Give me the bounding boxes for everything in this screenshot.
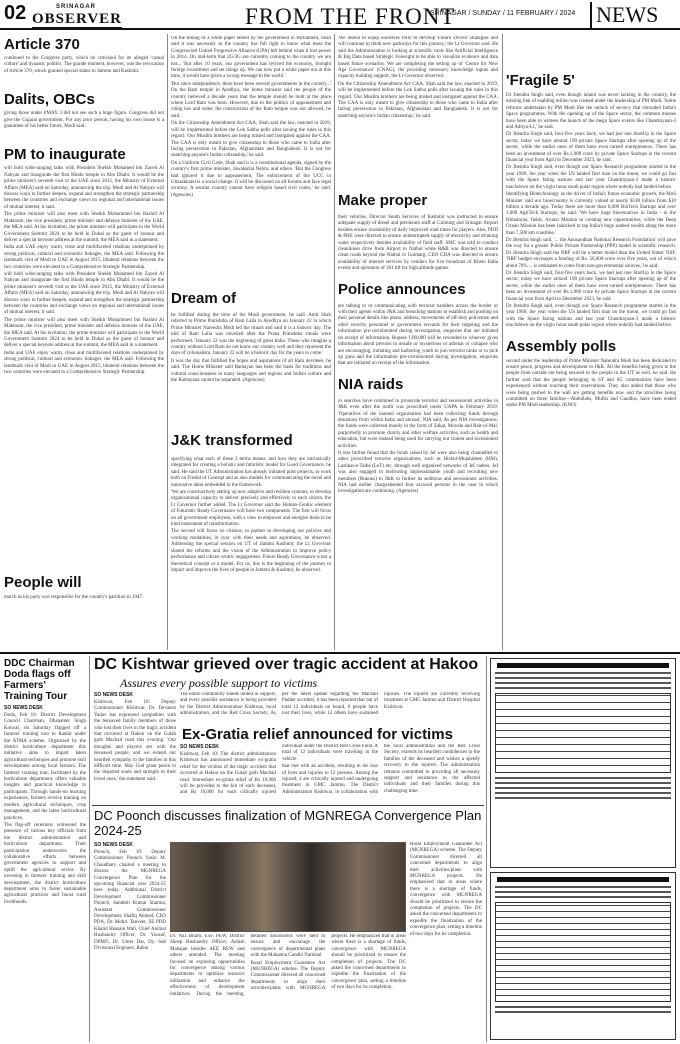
subheadline-kishtwar: Assures every possible support to victims <box>120 676 318 690</box>
article-text: Dr Jitendra Singh said, even though our Space Research programme started in the year 1969, the year when the US landed first man on the moon, we could go fast with the Space faring nations and last year Chandrayaan-3 made a historic touchdown on the virgin lunar south polar region where nobody had landed before. <box>506 304 676 329</box>
article-text: Rural Employment Guarantee Act (MGNREGA) scheme. The Deputy Commissioner directed all concerned departments to align their activities/plans with MGNREGA projects. He emphasized that in areas where there is a shortage of funds, convergence with MGNREGA should be prioritized to ensure the completion of projects. The DC asked the concerned departments to expedite the finalization of the convergence plan, setting a timeline of two days for its completion. <box>410 842 482 937</box>
brand-name: OBSERVER <box>32 11 122 30</box>
dream-of-block <box>171 290 331 430</box>
column-2 <box>171 36 331 284</box>
article-text: 'We intend to equip ourselves fully to develop 'Future Driven' strategies and will continue to think new pathways for this journey,' the Lt Governor said. He said the Administration is looking at scientific tools like Artificial Intelligence & Big Data based Strategic Foresight to be able to visualize evidence and data based future scenarios. We are completing the setting up of 'Centre for New Age Governance' (CNAG), the providing necessary knowledge inputs and capacity building support, the Lt Governor observed. <box>338 36 498 80</box>
article-text: are talking to or communicating with terrorist handlers across the border or with their agents within J&K and breaching stations to establish and pushing on their personal details like photo, address, movements of off-duty policemen and other security personnel or government servants for their targeting and the information pre-corroborated during investigation, enquiries that are initiated on receipt of information. Rupees 1,00,000 will be rewarded to whoever gives information about persons in unsafe or mysterious or adrenal or collapse who are encouraging, initiating and harboring youth to join terrorist ranks or to pick up guns and the information pre-corroborated during investigation, enquiries that are initiated on receipt of the information. <box>338 303 498 367</box>
poonch-col-2 <box>170 934 406 1040</box>
section-title: FROM THE FRONT <box>245 4 456 29</box>
headline-fragile-5: 'Fragile 5' <box>506 72 575 89</box>
page-number: 02 <box>4 2 27 24</box>
ex-gratia-article <box>180 744 480 802</box>
byline: SO NEWS DESK <box>94 842 133 848</box>
headline-dc-kishtwar: DC Kishtwar grieved over tragic accident at Hakoo <box>94 656 479 673</box>
article-text: continued to the Congress party, which he criticised for its alleged 'casual culture' and dynastic politics. The grande moment, however, was the revocation of Article 370, which granted special status to Jammu and Kashmir. <box>4 56 164 74</box>
poonch-col-3 <box>410 842 482 1040</box>
article-text: will hold wide-ranging talks with President Sheikh Mohamed bin Zayed Al Nahyan and inaugurate the first Hindu temple in Abu Dhabi. It would be the prime minister's seventh visit to the UAE since 2015, the Ministry of External Affairs (MEA) said on Saturday, announcing the trip. Modi and Al Nahyan will discuss ways to further deepen, expand and strengthen the strategic partnership between the countries and exchange views on regional and international issues of mutual interest, it said. <box>4 271 164 316</box>
people-will-block <box>4 574 164 650</box>
article-text: Dr Jitendra Singh said, even though our Space Research programme started in the year 1969, the year when the US landed first man on the moon, we could go fast with the Space faring nations and last year Chandrayaan-3 made a historic touchdown on the virgin lunar south polar region where nobody had landed before. <box>506 165 676 190</box>
article-text: be fulfilled during the time of the Modi government, he said. Amit Shah referred to Prime Pratishtha of Ram Lalla in Ayodhya on January 22 in which Prime Minister Narendra Modi led the rituals and said it is a historic day. The idol of Ram Lalla was unveiled after the Prana Pratishtha rituals were performed. 'January 22 was the beginning of great India. Those who imagine a country without Lord Ram do not know our country well and they represent the days of colonialism. January 22 will be a historic day for the years to come.' <box>171 313 331 357</box>
urdu-advertisement <box>490 658 676 868</box>
divider <box>502 34 503 650</box>
ddc-article <box>4 658 86 1042</box>
article-text: their vehicles. Director South Services of Kashmir was instructed to ensure adequate supply of diesel and petroleum stuff at Gulmarg and Srinagar Airport besides ensure availability of daily improved road times for players. Also, PDD & PHE were directed to ensure uninterrupted supply of electricity and drinking water respectively besides availability of field staff. SMC was told to conduct cleanliness drive from Airport to Nathul while R&B was directed to ensure clean roads beyond the Nathul to Gulmarg. CEO GDA was directed to ensure availability of internet services by vendors for live broadcast of Khelo India events and operation of 181 lift for high altitude games. <box>338 215 498 272</box>
urdu-advertisement <box>490 872 676 1040</box>
article-text: On the timing of a white paper tabled by the government in Parliament, Shah said it was necessary as the country has full right to know what mess the Congress-led United Progressive Alliance (UPA) left behind when it lost power in 2014. On mid-term that 2G/3G are currently coming to the country we are not... 'But after 10 years, our government has revived the economy, brought foreign investment and set things up. We can now put a white paper out at this time, it would have given a wrong message to the world.' <box>171 36 331 80</box>
headline-ex-gratia: Ex-Gratia relief announced for victims <box>182 726 453 743</box>
article-text: in searches have continued to prosecute terrorist and secessionist activities in J&K even after the outfit was proscribed under UAPA in February 2019. 'Operatives of the banned organisation had been collecting funds through donations from within India and abroad,' NIA said. As per NIA investigations, the funds were collected mainly in the form of Zakat, Mowda and Bait-ul-Mal, purportedly to promote charity and other welfare activities, such as health and education, but were instead being used for carrying out violent and secessionist activities. <box>338 398 498 449</box>
headline-assembly-polls: Assembly polls <box>506 337 617 355</box>
article-text: Dr Jitendra Singh said, even though inland was never lacking in the country, the missing link of enabling milieu was created under the leadership of PM Modi. 'Some reforms undertaken by PM Modi like the unlock of secrecy that shrouded India's Space programmes. With the opening up of the Space sector, the common masses have been able to witness the launch of the mega Space events like Chandrayaan-3 and Aditya-L1,' he said. <box>506 93 676 131</box>
kishtwar-col-1 <box>94 692 176 802</box>
article-text: On a Uniform Civil Code, Shah said it is a constitutional agenda, signed by the country's first prime minister, Jawaharlal Nehru, and others. 'But the Congress had ignored it due to appeasement. The enforcement of the UCC in Uttarakhand is a social change. It will be discussed on all forums and face legal scrutiny. A secular country cannot have religion based civil codes,' he said. (Agencies) <box>171 160 331 198</box>
article-text: Doda, Feb 10: District Development Council Chairman, Dhananter Singh Kotwal, on Saturday flagged off a farmers' training tour to Ranbir under the ATMA scheme. Organized by the district horticulture department this initiative aims to impart latest agricultural techniques and promote skill development among local farmers. The farmers' training tour, facilitated by the horticulture department, offers valuable insights and practical knowledge to participants. Through hands-on learning experiences, farmers receive training on modern agricultural techniques, crop management, and the latest horticultural practices. <box>4 713 86 821</box>
divider <box>167 34 168 650</box>
meeting-photo <box>170 842 406 932</box>
divider <box>486 656 487 1042</box>
column-3-upper <box>338 36 498 186</box>
poonch-col-1 <box>94 842 166 1040</box>
article-text: 'We are constructively setting up new adaptive and resilient systems, to develop organizational capacity to deliver precisely and effectively to each citizen, the Lt Governor further added. The Lt Governor said the Human-Centric element of Futuristic Ready Governance will have two components. The first will focus on all government employees, with a view to empower and energise them to be kind instrument of transformation. <box>171 490 331 528</box>
article-text: It was further found that the funds raised by JeI were also being channelled to other proscribed terrorist organizations, such as Hizbul-Mujahideen (HM), Lashkar-e-Taiba (LeT) etc, through well organized networks of JeI cadres. JeI was also engaged in motivating impressionable youth and recruiting new members (Rukuns) in J&K to further its seditious and secessionist activities. NIA had earlier chargesheeted four accused persons in the case in which investigation are continuing. (Agencies) <box>338 450 498 495</box>
article-text: The second will focus on citizens, to partner in developing our policies and working modalities, in sync with their needs and aspirations, he observed. Addressing the special session on UT of Jammu Kashmir, the Lt Governor shared the reforms and the vision of the Administration to improve policy performance and citizen centric engagement. Future Ready Governance is not a theoretical concept or a model. For us, this is the beginning of the journey to impact and improve the lives of people in Jammu & Kashmir, he observed. <box>171 529 331 573</box>
article-text: India and UAE enjoy warm, close and multifaceted relations underpinned by strong political, cultural and economic linkages, the MEA said. Following the landmark visit of Modi to UAE in August 2015, bilateral relations between the two countries were elevated to a Comprehensive Strategic Partnership. <box>4 350 164 376</box>
article-text: second under the leadership of Prime Minister Narendra Modi has been dedicated to ensure peace, progress and development in J&K. All the benefits being given to the people from outside are being ensured to the people in the UT as well, he said. He further said that the people belonging to ST and SC communities have been experienced without touching their reservations. They also added that those who were being pushed to the wall are getting benefits now and the atrocities being committed on three families—Abdullahs, Muftis and Gandhis, have been ended under PM Modi leadership. (KNO) <box>506 358 676 409</box>
ad-table <box>495 902 671 1002</box>
ad-table <box>495 693 671 773</box>
article-text: will hold wide-ranging talks with President Sheikh Mohamed bin Zayed Al Nahyan and inaugurate the first Hindu temple in Abu Dhabi. It would be the prime minister's seventh visit to the UAE since 2015, the Ministry of External Affairs (MEA) said on Saturday, announcing the trip. Modi and Al Nahyan will discuss ways to further deepen, expand and strengthen the strategic partnership between the countries and exchange views on regional and international issues of mutual interest, it said. <box>4 166 164 210</box>
article-text: On the Citizenship Amendment Act CAA, Shah said the law, enacted in 2019, will be implemented before the Lok Sabha polls after issuing the rules in this regard. 'Our Muslim brothers are being misled and instigated against the CAA. The CAA is only meant to give citizenship to those who came to India after facing persecution in Pakistan, Afghanistan and Bangladesh. It is not for snatching anyone's Indian citizenship,' he said. <box>338 81 498 119</box>
article-text: The entire community stands united in support, and every possible assistance is being provided by the District Administration Kishtwar, local administration, and the Red Cross Society. As per the latest update regarding the Machail Padder accident, it has been reported that out of total 12 individuals on board, 6 people have lost their lives, while 12 others have sustained injuries. The injured are currently receiving treatment at GMC Jammu and District Hospital Kishtwar. <box>180 692 480 717</box>
article-text: Dr Jitendra Singh said, four-five years back, we had just one StartUp in the Space sector, today we have around 190 private Space Startups after opening up of the sector, while the earlier ones of them have even turned entrepreneurs. There has been an investment of over Rs.1,000 crore by private Space Startups in the current financial year from April to December 2023, he said. <box>506 270 676 302</box>
article-text: India and UAE enjoy warm, close and multifaceted relations underpinned by strong political, cultural and economic linkages, the MEA said. Following the landmark visit of Modi to UAE in August 2015, bilateral relations between the two countries were elevated to a Comprehensive Strategic Partnership. <box>4 245 164 270</box>
newspaper-brand <box>32 4 122 28</box>
headline-dc-poonch: DC Poonch discusses finalization of MGNREGA Convergence Plan 2024-25 <box>94 808 482 838</box>
section-rule <box>0 652 680 654</box>
divider <box>334 34 335 650</box>
article-text: giving those under PMAY, I did not see such a huge figure. Congress did not give the Gujarat government. For any poor person, having his own house is a guarantee of his better future, Modi said. <box>4 111 164 130</box>
section-label: NEWS <box>590 2 658 28</box>
article-text: Dr Jitendra Singh said, four-five years back, we had just one StartUp in the Space sector, today we have around 190 private Space Startups after opening up of the sector, while the earlier ones of them have even turned entrepreneurs. There has been an investment of over Rs.1,000 crore by private Space Startups in the current financial year from April to December 2023, he said. <box>506 132 676 164</box>
ad-heading <box>497 663 669 668</box>
headline-people-will: People will <box>4 574 164 591</box>
brand-top: SRINAGAR <box>56 4 97 10</box>
article-text: Identifying Biotechnology as the driver of India's future economic growth, the MoS Minister said our bioeconomy is currently valued at nearly $140 billion from $10 billion a decade ago. Today there are more than 6,000 BioTech Startups and over 3,000 AgriTech Startups, he said. 'We have huge bioresources in India - in the Himalayas, fields, Arunai Mission to creating new opportunities, while the Deep Ocean Mission has been launched to tap India's huge seabed wealth along the more than 7,500 km coastline.' <box>506 192 676 236</box>
masthead <box>0 0 680 30</box>
headline-jk-transformed: J&K transformed <box>171 432 293 449</box>
headline-pm-inaugurate: PM to inaugurate <box>4 146 126 164</box>
issue-date: SRINAGAR / SUNDAY / 11 FEBRUARY / 2024 <box>430 10 576 17</box>
article-text: On the Citizenship Amendment Act CAA, Shah said the law, enacted in 2019, will be implemented before the Lok Sabha polls after issuing the rules in this regard. 'Our Muslim brothers are being misled and instigated against the CAA. The CAA is only meant to give citizenship to those who came to India after facing persecution in Pakistan, Afghanistan and Bangladesh. It is not for snatching anyone's Indian citizenship,' he said. <box>171 121 331 159</box>
kishtwar-col-2 <box>180 692 480 726</box>
article-text: Kishtwar, Feb 10: The district administration Kishtwar has announced immediate ex-gratia relief for the victims of the tragic accident that occurred at Hakoo on the Gulab garh Machail road. Immediate ex-gratia relief of Rs 10,000 will be provided to the kin of each deceased, and Rs 10,000 for each critically injured individual under the District Red Cross Fund. A total of 12 individuals were traveling in the vehicle <box>180 744 378 796</box>
article-text: The prime minister will also meet with Sheikh Mohammed bin Rashid Al Maktoum, the vice president, prime minister and defence minister of the UAE, the MEA said. At his invitation, the prime minister will participate in the World Government Summit 2024 to be held in Dubai as the guest of honour and deliver a special keynote address at the summit, the MEA said in a statement. <box>4 317 164 349</box>
headline-dream-of: Dream of <box>171 290 237 307</box>
article-text: Poonch, Feb 10: Deputy Commissioner Poonch Yasin M. Choudhary chaired a meeting to discuss the MGNREGA Convergence Plan for the upcoming financial year 2024-25 here today. Additional District Development Commissioner Poonch, Sandesh Kumar Sharma, Assistant Commissioner Development, Shafiq Ahmed, CEO PDA, Dr. Mohd. Tanveer, SE PDD Khalid Hussain Wali, Chief Animal Husbandry Officer, Dr. Yousuf, DPMO, Dr. Umer Dar, Dy. Sub Divisional Engineer, Rabia <box>94 850 166 952</box>
article-text: The prime minister will also meet with Sheikh Mohammed bin Rashid Al Maktoum, the vice president, prime minister and defence minister of the UAE, the MEA said. At his invitation, the prime minister will participate in the World Government Summit 2024 to be held in Dubai as the guest of honour and deliver a special keynote address at the summit, the MEA said in a statement. <box>4 212 164 243</box>
column-3 <box>338 192 498 650</box>
article-text: Rural Employment Guarantee Act (MGNREGA) scheme. The Deputy Commissioner directed all concerned departments to align their activities/plans with MGNREGA projects. He emphasized that in areas where there is a shortage of funds, convergence with MGNREGA should be prioritized to ensure the completion of projects. The DC asked the concerned departments to expedite the finalization of the convergence plan, setting a timeline of two days for its completion. <box>250 934 406 992</box>
byline: SO NEWS DESK <box>4 705 43 711</box>
headline-dalits: Dalits, OBCs <box>4 91 95 109</box>
article-text: It was the day that fulfilled the hopes and aspirations of all Ram devotees, he said. The Home Minister said Ramayan has been the basis for traditions and cultural consciousness in many languages and regions and India's culture and the Ramayana cannot be separated. (Agencies) <box>171 358 331 384</box>
article-text: specifying what each of these 3 terms means, and how they are intrinsically integrated for creating a holistic and futuristic model for Good Governance, he said. He said the UT Administration has already initiated pilot projects, to work both on Freshd of Concept and as also models for communicating the novel and innovative ideas embedded in the framework. <box>171 457 331 488</box>
headline-make-proper: Make proper <box>338 192 428 209</box>
column-4 <box>506 72 676 652</box>
article-text: Kishtwar, Feb 10: Deputy Commissioner Kishtwar, Dr. Devansh Yadav has expressed sympathies with the bereaved family members of those who lost their lives in the tragic accident that occurred at Hakoo on the Gulab garh Machail road this evening. 'Our thoughts and prayers are with the deceased people, and we extend our heartfelt sympathy to the families in this difficult time. May God grant peace to the departed souls and strength to their loved ones,' the statement said. <box>94 700 176 782</box>
headline-article-370: Article 370 <box>4 36 80 53</box>
jk-block <box>171 432 331 650</box>
article-text: Dr. Naz Bharti, Exe. PEW, District Sheep Husbandry Officer, Ashish Mahajan besides AEE REW and others attended. The meeting focused on exploring opportunities for convergence among various departments to optimize resource utilization and enhance the effectiveness of development initiatives. During the meeting, detailed discussions were held to ensure and encourage the convergence of departmental plans with the Mahatma Gandhi National <box>170 934 326 997</box>
headline-ddc-chairman: DDC Chairman Doda flags off Farmers' Training Tour <box>4 658 75 702</box>
headline-nia-raids: NIA raids <box>338 375 404 393</box>
byline: SO NEWS DESK <box>94 692 133 698</box>
divider <box>92 805 484 806</box>
article-text: Dr Jitendra Singh said, '... the Anusandhan National Research Foundation' will pave the way for a greater Public Private Partnership (PPP) model in scientific research. Dr Jitendra Singh said the NRF will be a better model than the United States' NSF. 'NRF budget envisages a funding of Rs. 50,000 crore over five years, out of which about 70% ... is estimated to come from non-governmental sources,' he said. <box>506 237 676 269</box>
column-1 <box>4 36 164 652</box>
article-text: march as his party was responsible for the country's partition in 1947. <box>4 595 144 600</box>
ad-heading <box>497 877 669 882</box>
article-text: The flag-off ceremony witnessed the presence of various key officials from the district administration and horticulture department. Their participation underscores the collaborative efforts between government agencies to support and uplift the agricultural sector. By investing in farmers' training and skill development, the district horticulture department aims to foster sustainable agricultural practices and boost rural livelihoods. <box>4 822 86 905</box>
article-text: that met with an accident, resulting in the loss of lives and injuries to 12 persons. Among the injured, 4 are critically injured and undergoing treatment in GMC Jammu. The District Administration Kishtwar, in collaboration with the local administration and the Red Cross Society, extends its heartfelt condolences to the families of the deceased and wishes a speedy recovery to the injured. The administration remains committed to providing all necessary support and assistance to the affected individuals and their families during this challenging time. <box>282 744 480 795</box>
byline: SO NEWS DESK <box>180 744 219 750</box>
headline-police-announces: Police announces <box>338 280 466 298</box>
divider <box>89 656 90 1042</box>
article-text: 'But since independence, there have been several governments in the country...' On the Ram temple in Ayodhya, the home minister said the people of the country believed a decade years that the temple should be built at the place where Lord Ram was born. However, due to the politics of appeasement and citing law and order, the construction of the Ram temple was not allowed, he said. <box>171 81 331 119</box>
